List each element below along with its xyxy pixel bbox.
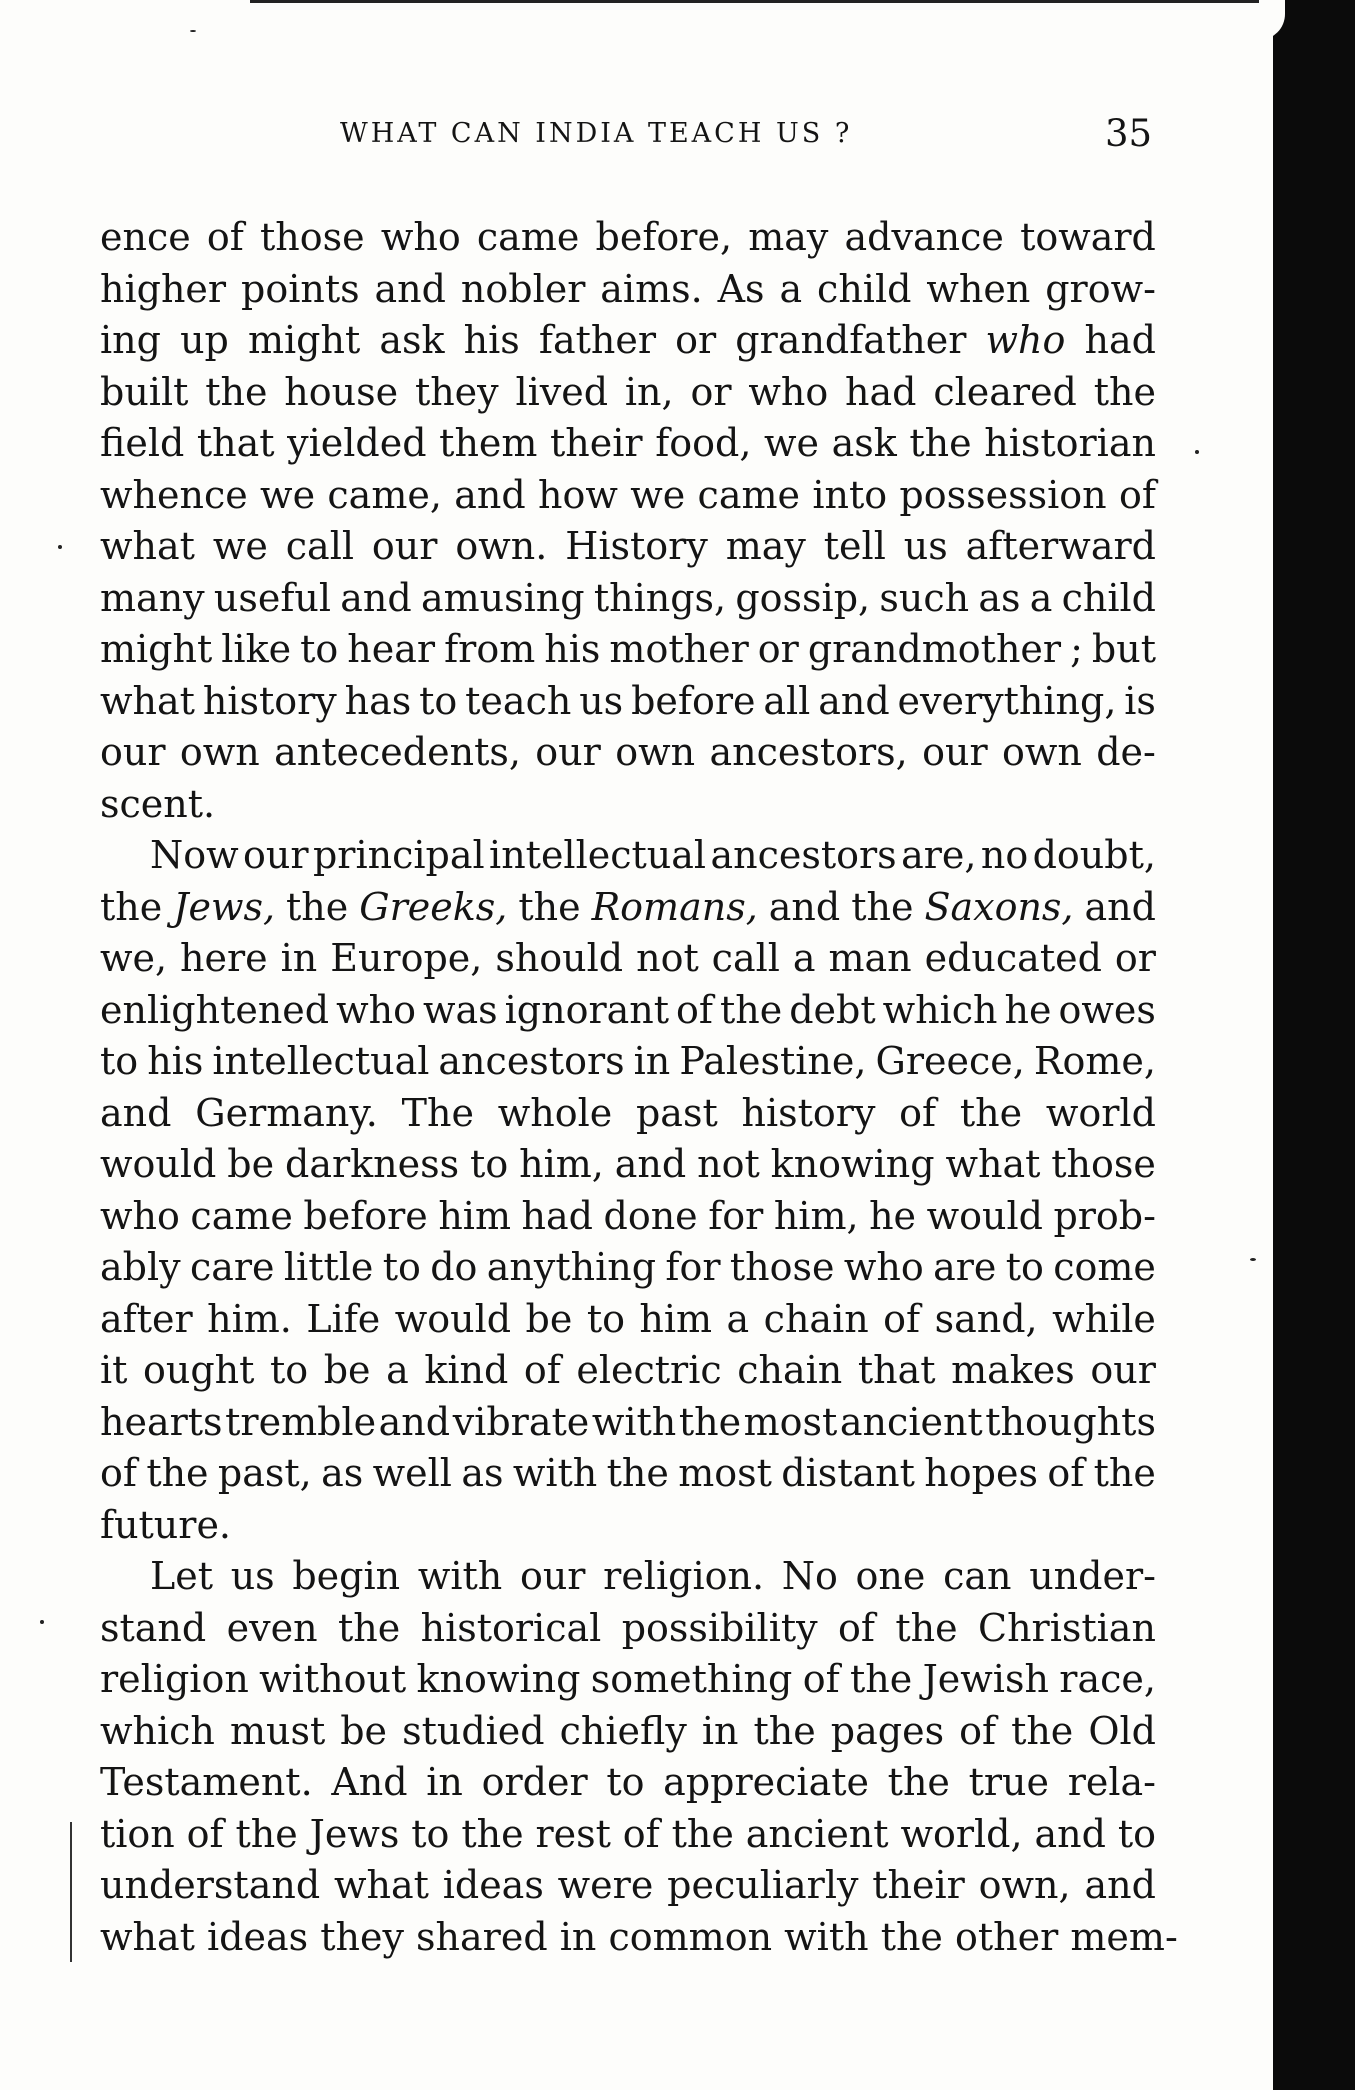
text-line: what history has to teach us before all and everything, is bbox=[100, 678, 1156, 723]
scan-edge-right bbox=[1273, 0, 1355, 2090]
text-line: to his intellectual ancestors in Palestine, Greece, Rome, bbox=[100, 1039, 1156, 1083]
text-line: field that yielded them their food, we ask the historian bbox=[100, 421, 1156, 465]
text-line: Testament. And in order to appreciate the true rela- bbox=[100, 1760, 1156, 1804]
text-line: Now our principal intellectual ancestors are, no doubt, bbox=[150, 833, 1156, 877]
scan-edge-top bbox=[250, 0, 1290, 3]
text-line: higher points and nobler aims. As a child when grow- bbox=[100, 266, 1156, 311]
text-line: hearts tremble and vibrate with the most ancient thoughts bbox=[100, 1399, 1156, 1444]
text-line: whence we came, and how we came into possession of bbox=[100, 472, 1156, 517]
margin-pencil-mark bbox=[70, 1822, 82, 1962]
text-line: religion without knowing something of the Jewish race, bbox=[100, 1657, 1156, 1701]
text-line: understand what ideas were peculiarly their own, and bbox=[100, 1863, 1156, 1907]
text-line: ably care little to do anything for those who are to come bbox=[100, 1245, 1156, 1289]
text-line: stand even the historical possibility of the Christian bbox=[100, 1605, 1156, 1650]
scan-speck bbox=[58, 545, 62, 549]
body-text bbox=[100, 212, 1178, 1963]
scan-speck bbox=[1250, 1258, 1256, 1261]
text-line: ence of those who came before, may advance toward bbox=[100, 215, 1156, 259]
text-line: many useful and amusing things, gossip, such as a child bbox=[100, 575, 1156, 620]
scan-speck bbox=[40, 1620, 44, 1624]
text-line: ing up might ask his father or grandfather who had bbox=[100, 318, 1156, 362]
text-line: Let us begin with our religion. No one can under- bbox=[150, 1554, 1156, 1598]
text-line: we, here in Europe, should not call a man educated or bbox=[100, 936, 1156, 980]
text-line: would be darkness to him, and not knowing what those bbox=[100, 1142, 1156, 1186]
text-line: who came before him had done for him, he would prob- bbox=[100, 1193, 1156, 1238]
text-line: the Jews, the Greeks, the Romans, and the Saxons, and bbox=[100, 884, 1156, 929]
text-line: our own antecedents, our own ancestors, our own de- bbox=[100, 730, 1156, 774]
text-line: might like to hear from his mother or grandmother ; but bbox=[100, 627, 1156, 671]
running-head: WHAT CAN INDIA TEACH US ? bbox=[340, 118, 850, 149]
text-line: built the house they lived in, or who had cleared the bbox=[100, 369, 1156, 414]
text-line: after him. Life would be to him a chain of sand, while bbox=[100, 1296, 1156, 1341]
page-number: 35 bbox=[1105, 112, 1153, 155]
text-line: what ideas they shared in common with the other mem- bbox=[100, 1914, 1178, 1959]
text-line: tion of the Jews to the rest of the ancient world, and to bbox=[100, 1811, 1156, 1856]
text-line: enlightened who was ignorant of the debt which he owes bbox=[100, 987, 1156, 1032]
scan-speck bbox=[190, 30, 196, 32]
text-line: what we call our own. History may tell us afterward bbox=[100, 524, 1156, 568]
text-line: future. bbox=[100, 1502, 232, 1547]
text-line: and Germany. The whole past history of the world bbox=[100, 1090, 1156, 1135]
text-line: scent. bbox=[100, 781, 216, 826]
scan-speck bbox=[1195, 450, 1199, 454]
text-line: it ought to be a kind of electric chain that makes our bbox=[100, 1348, 1156, 1392]
text-line: of the past, as well as with the most distant hopes of the bbox=[100, 1451, 1156, 1495]
text-line: which must be studied chiefly in the pages of the Old bbox=[100, 1708, 1156, 1753]
